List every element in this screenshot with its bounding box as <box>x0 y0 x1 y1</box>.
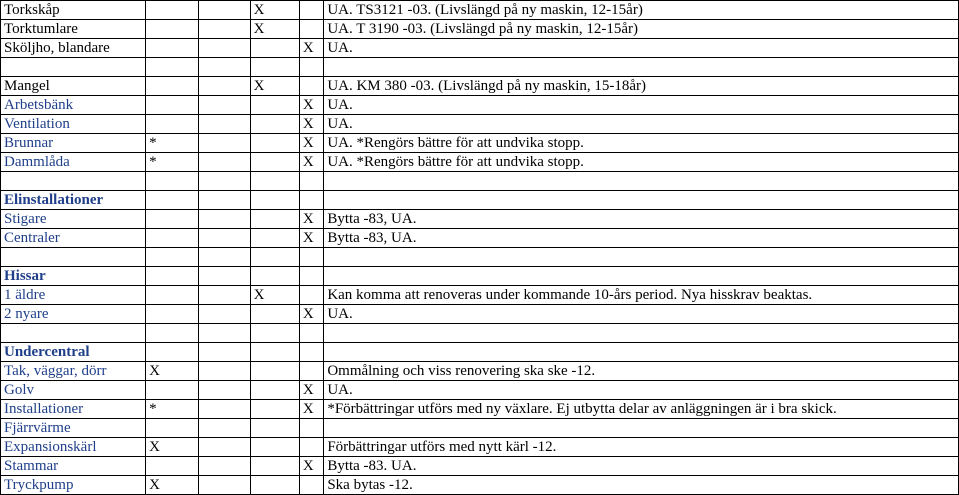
mark-cell-1: X <box>146 476 199 495</box>
item-name-cell: Centraler <box>1 229 146 248</box>
mark-cell-1: * <box>146 400 199 419</box>
item-name-cell <box>1 172 146 191</box>
mark-cell-2 <box>199 20 251 39</box>
mark-cell-4 <box>299 362 323 381</box>
mark-cell-3 <box>250 343 299 362</box>
note-cell: Ska bytas -12. <box>324 476 959 495</box>
mark-cell-1 <box>146 305 199 324</box>
mark-cell-3 <box>250 419 299 438</box>
mark-cell-1: * <box>146 134 199 153</box>
mark-cell-2 <box>199 400 251 419</box>
mark-cell-2 <box>199 134 251 153</box>
item-name-cell: Ventilation <box>1 115 146 134</box>
table-row <box>1 419 959 438</box>
note-cell: UA. KM 380 -03. (Livslängd på ny maskin, 15-18år) <box>324 77 959 96</box>
mark-cell-1 <box>146 229 199 248</box>
mark-cell-1 <box>146 172 199 191</box>
mark-cell-4 <box>299 286 323 305</box>
section-heading-row <box>1 267 959 286</box>
mark-cell-1 <box>146 267 199 286</box>
table-row <box>1 476 959 495</box>
mark-cell-1 <box>146 96 199 115</box>
mark-cell-3 <box>250 381 299 400</box>
table-row <box>1 96 959 115</box>
item-name-cell: Sköljho, blandare <box>1 39 146 58</box>
mark-cell-1 <box>146 343 199 362</box>
mark-cell-2 <box>199 267 251 286</box>
note-cell: UA. <box>324 39 959 58</box>
mark-cell-4: X <box>299 39 323 58</box>
mark-cell-2 <box>199 305 251 324</box>
mark-cell-2 <box>199 96 251 115</box>
note-cell: UA. <box>324 305 959 324</box>
mark-cell-2 <box>199 77 251 96</box>
mark-cell-2 <box>199 229 251 248</box>
item-name-cell: Brunnar <box>1 134 146 153</box>
mark-cell-4: X <box>299 381 323 400</box>
item-name-cell: Dammlåda <box>1 153 146 172</box>
mark-cell-1: X <box>146 438 199 457</box>
mark-cell-3 <box>250 438 299 457</box>
mark-cell-2 <box>199 362 251 381</box>
mark-cell-4: X <box>299 134 323 153</box>
note-cell <box>324 58 959 77</box>
mark-cell-3 <box>250 457 299 476</box>
note-cell: *Förbättringar utförs med ny växlare. Ej utbytta delar av anläggningen är i bra skick. <box>324 400 959 419</box>
mark-cell-1 <box>146 1 199 20</box>
mark-cell-4: X <box>299 96 323 115</box>
mark-cell-4: X <box>299 457 323 476</box>
mark-cell-4 <box>299 248 323 267</box>
mark-cell-3 <box>250 305 299 324</box>
note-cell: UA. T 3190 -03. (Livslängd på ny maskin, 12-15år) <box>324 20 959 39</box>
note-cell: UA. TS3121 -03. (Livslängd på ny maskin, 12-15år) <box>324 1 959 20</box>
item-name-cell: Fjärrvärme <box>1 419 146 438</box>
mark-cell-2 <box>199 324 251 343</box>
mark-cell-4 <box>299 267 323 286</box>
mark-cell-2 <box>199 1 251 20</box>
table-row <box>1 229 959 248</box>
note-cell <box>324 191 959 210</box>
mark-cell-2 <box>199 476 251 495</box>
mark-cell-2 <box>199 210 251 229</box>
note-cell: UA. <box>324 115 959 134</box>
mark-cell-1 <box>146 20 199 39</box>
spacer-row <box>1 58 959 77</box>
mark-cell-2 <box>199 381 251 400</box>
note-cell: Bytta -83. UA. <box>324 457 959 476</box>
mark-cell-2 <box>199 58 251 77</box>
mark-cell-1 <box>146 77 199 96</box>
mark-cell-3: X <box>250 77 299 96</box>
mark-cell-2 <box>199 153 251 172</box>
table-row <box>1 400 959 419</box>
mark-cell-4: X <box>299 229 323 248</box>
mark-cell-1 <box>146 210 199 229</box>
table-row <box>1 153 959 172</box>
note-cell: Bytta -83, UA. <box>324 210 959 229</box>
note-cell: Bytta -83, UA. <box>324 229 959 248</box>
mark-cell-1: * <box>146 153 199 172</box>
mark-cell-3 <box>250 96 299 115</box>
mark-cell-1 <box>146 191 199 210</box>
mark-cell-3 <box>250 172 299 191</box>
table-row <box>1 1 959 20</box>
mark-cell-1 <box>146 419 199 438</box>
mark-cell-4 <box>299 324 323 343</box>
item-name-cell: 1 äldre <box>1 286 146 305</box>
table-row <box>1 286 959 305</box>
item-name-cell: Stammar <box>1 457 146 476</box>
mark-cell-4 <box>299 419 323 438</box>
mark-cell-2 <box>199 115 251 134</box>
table-row <box>1 210 959 229</box>
table-row <box>1 438 959 457</box>
mark-cell-3 <box>250 39 299 58</box>
note-cell <box>324 343 959 362</box>
item-name-cell: Arbetsbänk <box>1 96 146 115</box>
mark-cell-2 <box>199 438 251 457</box>
spacer-row <box>1 172 959 191</box>
note-cell: UA. <box>324 381 959 400</box>
note-cell <box>324 267 959 286</box>
mark-cell-4 <box>299 191 323 210</box>
mark-cell-3 <box>250 153 299 172</box>
mark-cell-1 <box>146 286 199 305</box>
item-name-cell <box>1 324 146 343</box>
note-cell: UA. <box>324 96 959 115</box>
item-name-cell: Mangel <box>1 77 146 96</box>
mark-cell-4: X <box>299 400 323 419</box>
mark-cell-1 <box>146 39 199 58</box>
mark-cell-4 <box>299 476 323 495</box>
item-name-cell <box>1 58 146 77</box>
note-cell: UA. *Rengörs bättre för att undvika stopp. <box>324 153 959 172</box>
mark-cell-4: X <box>299 153 323 172</box>
mark-cell-1 <box>146 58 199 77</box>
table-row <box>1 115 959 134</box>
mark-cell-3 <box>250 191 299 210</box>
note-cell <box>324 324 959 343</box>
note-cell <box>324 248 959 267</box>
section-heading-row <box>1 191 959 210</box>
mark-cell-4 <box>299 20 323 39</box>
mark-cell-2 <box>199 419 251 438</box>
note-cell: UA. *Rengörs bättre för att undvika stopp. <box>324 134 959 153</box>
mark-cell-4 <box>299 343 323 362</box>
item-name-cell: Elinstallationer <box>1 191 146 210</box>
mark-cell-3 <box>250 476 299 495</box>
item-name-cell: Golv <box>1 381 146 400</box>
mark-cell-3 <box>250 248 299 267</box>
mark-cell-2 <box>199 286 251 305</box>
item-name-cell: Torkskåp <box>1 1 146 20</box>
table-body <box>1 1 959 495</box>
section-heading-row <box>1 343 959 362</box>
mark-cell-3 <box>250 210 299 229</box>
mark-cell-4: X <box>299 305 323 324</box>
mark-cell-4 <box>299 77 323 96</box>
item-name-cell: Installationer <box>1 400 146 419</box>
mark-cell-2 <box>199 343 251 362</box>
item-name-cell: Hissar <box>1 267 146 286</box>
mark-cell-3 <box>250 400 299 419</box>
mark-cell-1 <box>146 457 199 476</box>
item-name-cell: 2 nyare <box>1 305 146 324</box>
item-name-cell <box>1 248 146 267</box>
mark-cell-1 <box>146 324 199 343</box>
item-name-cell: Expansionskärl <box>1 438 146 457</box>
mark-cell-4 <box>299 58 323 77</box>
note-cell <box>324 419 959 438</box>
table-row <box>1 381 959 400</box>
table-row <box>1 305 959 324</box>
mark-cell-3 <box>250 58 299 77</box>
item-name-cell: Tak, väggar, dörr <box>1 362 146 381</box>
item-name-cell: Undercentral <box>1 343 146 362</box>
mark-cell-2 <box>199 172 251 191</box>
mark-cell-4: X <box>299 210 323 229</box>
table-row <box>1 362 959 381</box>
table-row <box>1 134 959 153</box>
mark-cell-3 <box>250 115 299 134</box>
mark-cell-1: X <box>146 362 199 381</box>
item-name-cell: Torktumlare <box>1 20 146 39</box>
table-row <box>1 39 959 58</box>
mark-cell-3 <box>250 324 299 343</box>
mark-cell-4: X <box>299 115 323 134</box>
mark-cell-2 <box>199 191 251 210</box>
spacer-row <box>1 248 959 267</box>
spacer-row <box>1 324 959 343</box>
mark-cell-1 <box>146 381 199 400</box>
mark-cell-4 <box>299 1 323 20</box>
note-cell: Förbättringar utförs med nytt kärl -12. <box>324 438 959 457</box>
mark-cell-3 <box>250 134 299 153</box>
mark-cell-3 <box>250 362 299 381</box>
table-row <box>1 20 959 39</box>
item-name-cell: Tryckpump <box>1 476 146 495</box>
mark-cell-2 <box>199 457 251 476</box>
mark-cell-4 <box>299 438 323 457</box>
mark-cell-2 <box>199 39 251 58</box>
mark-cell-1 <box>146 248 199 267</box>
mark-cell-3 <box>250 267 299 286</box>
mark-cell-2 <box>199 248 251 267</box>
note-cell <box>324 172 959 191</box>
mark-cell-3 <box>250 229 299 248</box>
mark-cell-3: X <box>250 1 299 20</box>
mark-cell-4 <box>299 172 323 191</box>
mark-cell-3: X <box>250 20 299 39</box>
note-cell: Kan komma att renoveras under kommande 10-års period. Nya hisskrav beaktas. <box>324 286 959 305</box>
table-row <box>1 77 959 96</box>
item-name-cell: Stigare <box>1 210 146 229</box>
table-row <box>1 457 959 476</box>
mark-cell-1 <box>146 115 199 134</box>
note-cell: Ommålning och viss renovering ska ske -12. <box>324 362 959 381</box>
mark-cell-3: X <box>250 286 299 305</box>
